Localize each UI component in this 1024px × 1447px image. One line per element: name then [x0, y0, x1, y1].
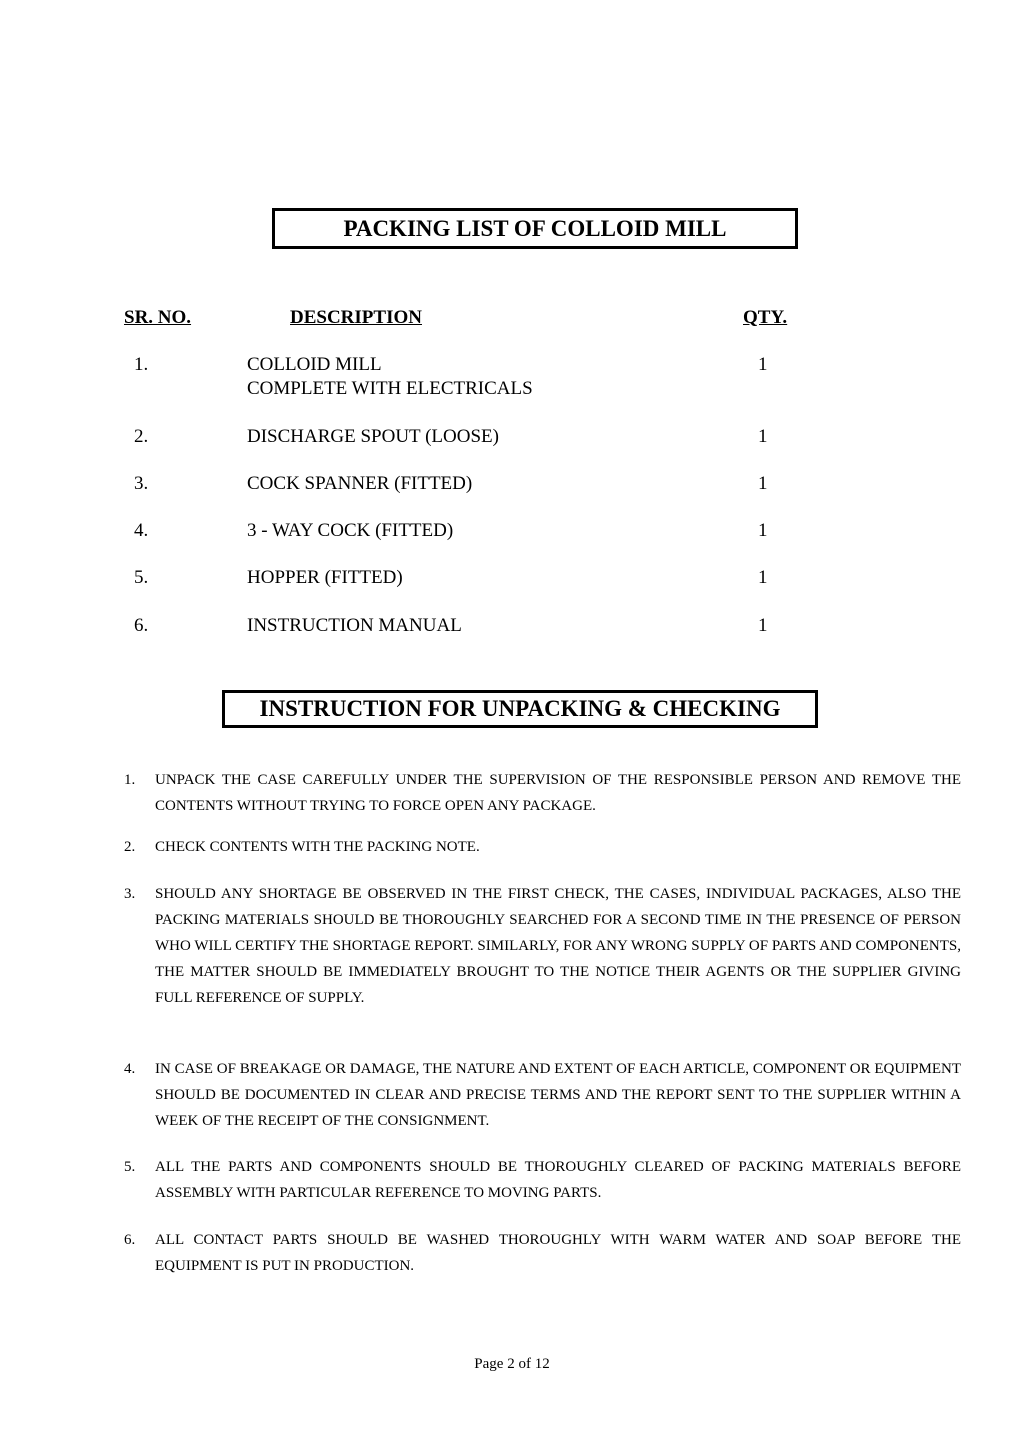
row-qty: 1 [758, 520, 768, 541]
instruction-number: 5. [124, 1159, 136, 1175]
page-number: Page 2 of 12 [474, 1356, 550, 1372]
instruction-number: 4. [124, 1061, 136, 1077]
row-qty: 1 [758, 567, 768, 588]
instruction-number: 6. [124, 1232, 136, 1248]
instruction-number: 2. [124, 839, 136, 855]
instruction-text: CHECK CONTENTS WITH THE PACKING NOTE. [155, 839, 480, 855]
instruction-number: 1. [124, 772, 136, 788]
row-sr: 1. [134, 354, 149, 375]
instruction-text: SHOULD ANY SHORTAGE BE OBSERVED IN THE FIRST CHECK, THE CASES, INDIVIDUAL PACKAGES, ALSO THE PACKING MATERIALS SHOULD BE THOROUGHLY SEARCHED FOR A SECOND TIME IN THE PRESENCE OF PERSON WHO WILL CERTIFY THE SHORTAGE REPORT. SIMILARLY, FOR ANY WRONG SUPPLY OF PARTS AND COMPONENTS, THE MATTER SHOULD BE IMMEDIATELY BROUGHT TO THE NOTICE THEIR AGENTS OR THE SUPPLIER GIVING FULL REFERENCE OF SUPPLY. [155, 886, 961, 1006]
instruction-number: 3. [124, 886, 136, 902]
header-sr-no: SR. NO. [124, 307, 192, 328]
row-description: COLLOID MILL [247, 354, 382, 375]
instruction-title [222, 690, 818, 728]
header-description: DESCRIPTION [290, 307, 422, 328]
packing-list-title [272, 208, 798, 249]
instruction-text: ALL CONTACT PARTS SHOULD BE WASHED THOROUGHLY WITH WARM WATER AND SOAP BEFORE THE EQUIPMENT IS PUT IN PRODUCTION. [155, 1232, 961, 1274]
instruction-title-text: INSTRUCTION FOR UNPACKING & CHECKING [259, 696, 781, 721]
row-qty: 1 [758, 354, 768, 375]
row-description: 3 - WAY COCK (FITTED) [247, 520, 454, 541]
row-description: COCK SPANNER (FITTED) [247, 473, 473, 494]
row-qty: 1 [758, 426, 768, 447]
packing-list-title-text: PACKING LIST OF COLLOID MILL [343, 215, 727, 241]
row-sr: 2. [134, 426, 149, 447]
instruction-text: UNPACK THE CASE CAREFULLY UNDER THE SUPERVISION OF THE RESPONSIBLE PERSON AND REMOVE THE CONTENTS WITHOUT TRYING TO FORCE OPEN ANY PACKAGE. [155, 772, 961, 814]
row-sr: 4. [134, 520, 149, 541]
row-description: DISCHARGE SPOUT (LOOSE) [247, 426, 499, 447]
header-qty: QTY. [743, 307, 788, 328]
row-sr: 6. [134, 615, 149, 636]
row-qty: 1 [758, 473, 768, 494]
row-sr: 5. [134, 567, 149, 588]
row-description-line2: COMPLETE WITH ELECTRICALS [247, 378, 533, 399]
instruction-text: IN CASE OF BREAKAGE OR DAMAGE, THE NATURE AND EXTENT OF EACH ARTICLE, COMPONENT OR EQUIPMENT SHOULD BE DOCUMENTED IN CLEAR AND PRECISE TERMS AND THE REPORT SENT TO THE SUPPLIER WITHIN A WEEK OF THE RECEIPT OF THE CONSIGNMENT. [155, 1061, 961, 1129]
row-description: HOPPER (FITTED) [247, 567, 403, 588]
row-qty: 1 [758, 615, 768, 636]
instruction-text: ALL THE PARTS AND COMPONENTS SHOULD BE THOROUGHLY CLEARED OF PACKING MATERIALS BEFORE ASSEMBLY WITH PARTICULAR REFERENCE TO MOVING PARTS. [155, 1159, 961, 1201]
row-sr: 3. [134, 473, 149, 494]
row-description: INSTRUCTION MANUAL [247, 615, 462, 636]
